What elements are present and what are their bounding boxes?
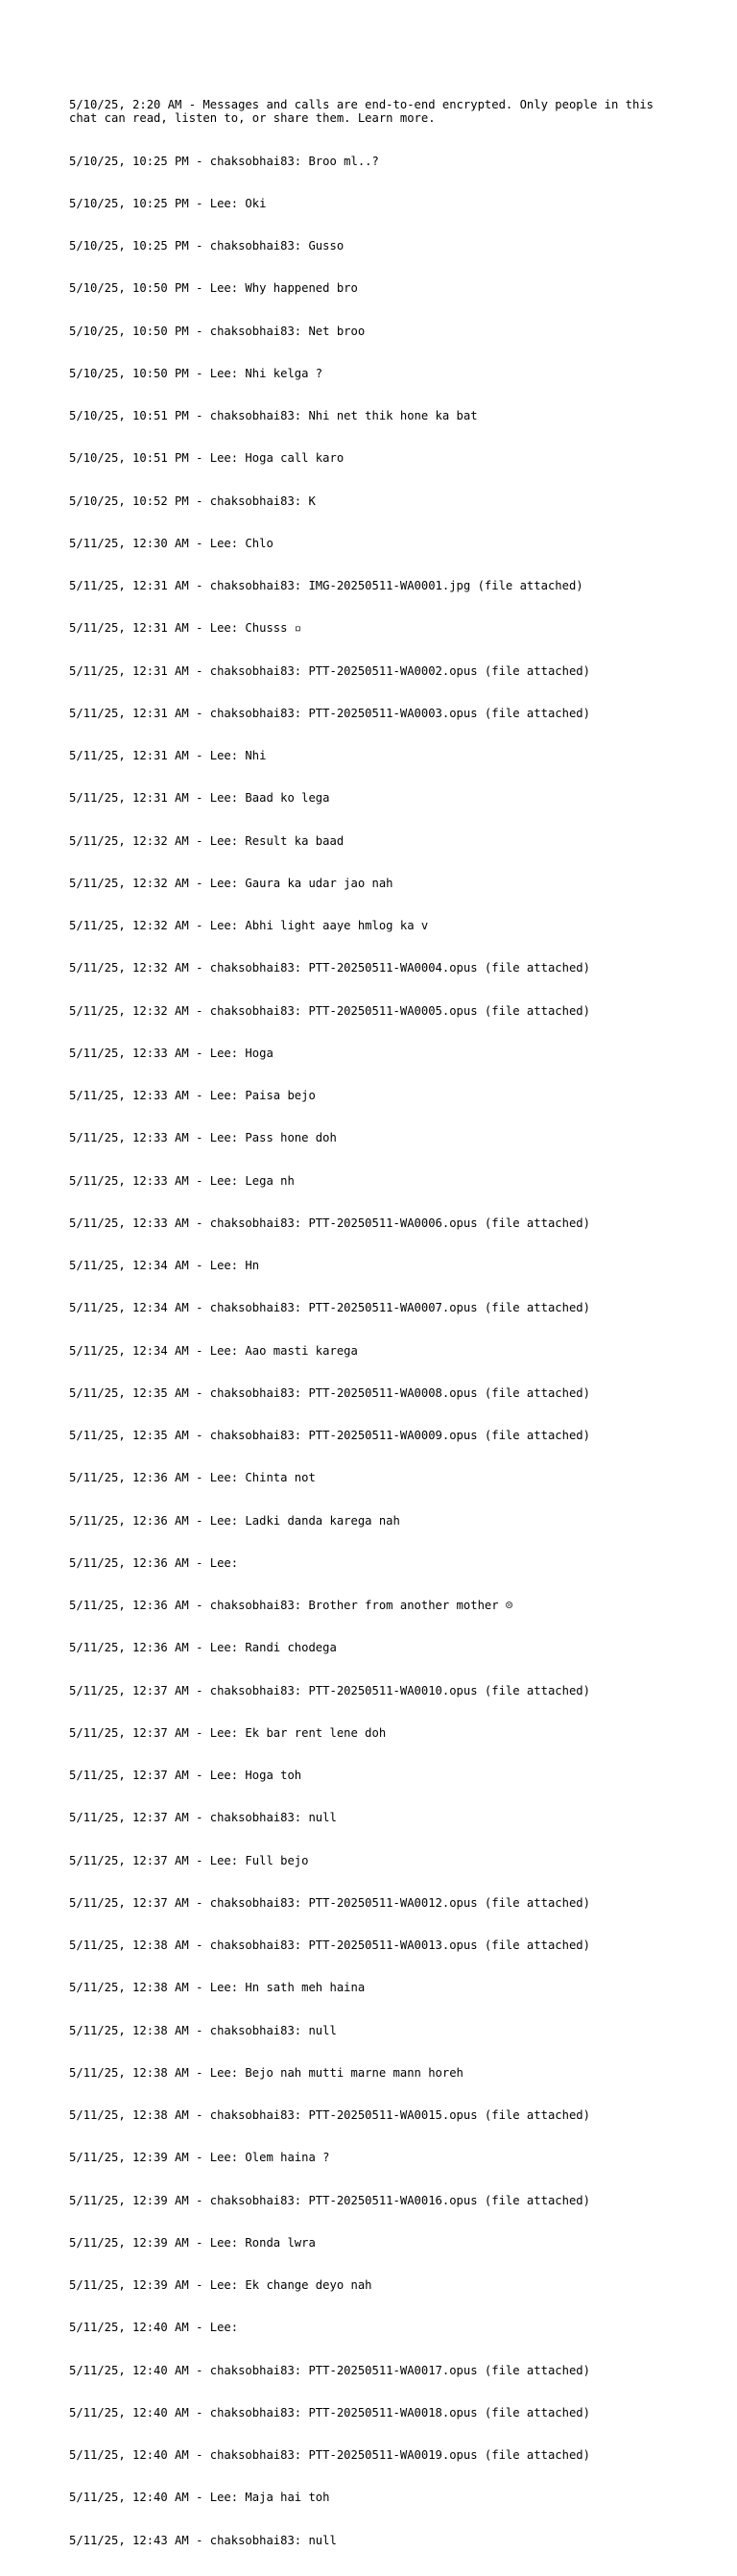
chat-line: 5/10/25, 2:20 AM - Messages and calls are end-to-end encrypted. Only people in this chat can read, listen to, or share them. Learn more. (69, 97, 661, 126)
chat-line: 5/11/25, 12:31 AM - Lee: Baad ko lega (69, 791, 330, 806)
chat-line: 5/10/25, 10:51 PM - Lee: Hoga call karo (69, 451, 345, 466)
chat-line: 5/11/25, 12:38 AM - chaksobhai83: PTT-20250511-WA0013.opus (file attached) (69, 1938, 590, 1952)
chat-line: 5/11/25, 12:33 AM - Lee: Pass hone doh (69, 1131, 337, 1145)
chat-line: 5/11/25, 12:32 AM - chaksobhai83: PTT-20250511-WA0004.opus (file attached) (69, 961, 590, 975)
chat-line: 5/11/25, 12:37 AM - chaksobhai83: null (69, 1811, 337, 1825)
chat-line: 5/11/25, 12:35 AM - chaksobhai83: PTT-20250511-WA0008.opus (file attached) (69, 1385, 590, 1400)
chat-line: 5/11/25, 12:38 AM - Lee: Bejo nah mutti marne mann horeh (69, 2065, 464, 2080)
chat-line: 5/10/25, 10:25 PM - chaksobhai83: Gusso (69, 239, 345, 253)
chat-line: 5/11/25, 12:34 AM - Lee: Hn (69, 1259, 260, 1272)
chat-line: 5/11/25, 12:32 AM - Lee: Gaura ka udar jao nah (69, 876, 393, 890)
chat-line: 5/11/25, 12:39 AM - Lee: Ek change deyo nah (69, 2278, 372, 2292)
chat-line: 5/10/25, 10:51 PM - chaksobhai83: Nhi net thik hone ka bat (69, 409, 478, 422)
chat-line: 5/11/25, 12:40 AM - chaksobhai83: PTT-20250511-WA0019.opus (file attached) (69, 2448, 590, 2462)
chat-line: 5/11/25, 12:31 AM - Lee: Chusss ▫ (69, 621, 302, 636)
chat-line: 5/11/25, 12:33 AM - Lee: Paisa bejo (69, 1089, 316, 1102)
chat-line: 5/10/25, 10:50 PM - chaksobhai83: Net broo (69, 324, 366, 338)
chat-line: 5/11/25, 12:32 AM - chaksobhai83: PTT-20250511-WA0005.opus (file attached) (69, 1003, 590, 1018)
chat-line: 5/11/25, 12:35 AM - chaksobhai83: PTT-20250511-WA0009.opus (file attached) (69, 1429, 590, 1442)
chat-line: 5/11/25, 12:37 AM - chaksobhai83: PTT-20250511-WA0010.opus (file attached) (69, 1683, 590, 1697)
chat-line: 5/11/25, 12:34 AM - Lee: Aao masti karega (69, 1343, 358, 1358)
chat-line: 5/11/25, 12:38 AM - chaksobhai83: PTT-20250511-WA0015.opus (file attached) (69, 2108, 590, 2122)
chat-line: 5/11/25, 12:36 AM - Lee: (69, 1555, 239, 1570)
chat-line: 5/10/25, 10:25 PM - chaksobhai83: Broo ml..? (69, 154, 379, 168)
chat-line: 5/10/25, 10:50 PM - Lee: Why happened bro (69, 281, 358, 296)
chat-line: 5/11/25, 12:39 AM - Lee: Ronda lwra (69, 2235, 316, 2250)
chat-line: 5/11/25, 12:39 AM - chaksobhai83: PTT-20250511-WA0016.opus (file attached) (69, 2193, 590, 2207)
chat-line: 5/11/25, 12:37 AM - Lee: Full bejo (69, 1853, 309, 1867)
chat-line: 5/11/25, 12:36 AM - Lee: Randi chodega (69, 1641, 337, 1655)
chat-line: 5/11/25, 12:36 AM - Lee: Chinta not (69, 1471, 316, 1485)
chat-line: 5/11/25, 12:36 AM - chaksobhai83: Brother from another mother ☹ (69, 1599, 513, 1612)
chat-line: 5/11/25, 12:37 AM - chaksobhai83: PTT-20250511-WA0012.opus (file attached) (69, 1895, 590, 1910)
chat-line: 5/11/25, 12:31 AM - chaksobhai83: IMG-20250511-WA0001.jpg (file attached) (69, 579, 583, 592)
chat-line: 5/11/25, 12:39 AM - Lee: Olem haina ? (69, 2151, 330, 2165)
chat-line: 5/11/25, 12:40 AM - chaksobhai83: PTT-20250511-WA0018.opus (file attached) (69, 2405, 590, 2420)
chat-line: 5/11/25, 12:34 AM - chaksobhai83: PTT-20250511-WA0007.opus (file attached) (69, 1301, 590, 1315)
chat-line: 5/11/25, 12:31 AM - Lee: Nhi (69, 749, 267, 762)
chat-line: 5/11/25, 12:31 AM - chaksobhai83: PTT-20250511-WA0003.opus (file attached) (69, 706, 590, 720)
chat-line: 5/10/25, 10:50 PM - Lee: Nhi kelga ? (69, 366, 323, 380)
document-page (69, 69, 674, 2576)
chat-line: 5/11/25, 12:30 AM - Lee: Chlo (69, 536, 273, 550)
chat-line: 5/11/25, 12:32 AM - Lee: Abhi light aaye hmlog ka v (69, 919, 429, 932)
chat-line: 5/11/25, 12:43 AM - chaksobhai83: null (69, 2533, 337, 2547)
chat-log (69, 69, 674, 2576)
chat-line: 5/11/25, 12:33 AM - chaksobhai83: PTT-20250511-WA0006.opus (file attached) (69, 1216, 590, 1230)
chat-line: 5/11/25, 12:36 AM - Lee: Ladki danda karega nah (69, 1513, 400, 1528)
chat-line: 5/11/25, 12:40 AM - Lee: (69, 2321, 239, 2335)
chat-line: 5/10/25, 10:25 PM - Lee: Oki (69, 196, 267, 210)
chat-line: 5/11/25, 12:38 AM - Lee: Hn sath meh haina (69, 1981, 366, 1995)
chat-line: 5/11/25, 12:37 AM - Lee: Ek bar rent lene doh (69, 1725, 387, 1740)
chat-line: 5/11/25, 12:37 AM - Lee: Hoga toh (69, 1769, 302, 1782)
chat-line: 5/11/25, 12:33 AM - Lee: Lega nh (69, 1173, 295, 1188)
chat-line: 5/11/25, 12:40 AM - chaksobhai83: PTT-20250511-WA0017.opus (file attached) (69, 2363, 590, 2377)
chat-line: 5/11/25, 12:32 AM - Lee: Result ka baad (69, 833, 345, 848)
chat-line: 5/11/25, 12:31 AM - chaksobhai83: PTT-20250511-WA0002.opus (file attached) (69, 663, 590, 678)
chat-line: 5/11/25, 12:33 AM - Lee: Hoga (69, 1046, 273, 1060)
chat-line: 5/10/25, 10:52 PM - chaksobhai83: K (69, 494, 316, 508)
chat-line: 5/11/25, 12:40 AM - Lee: Maja hai toh (69, 2491, 330, 2505)
chat-line: 5/11/25, 12:38 AM - chaksobhai83: null (69, 2023, 337, 2037)
